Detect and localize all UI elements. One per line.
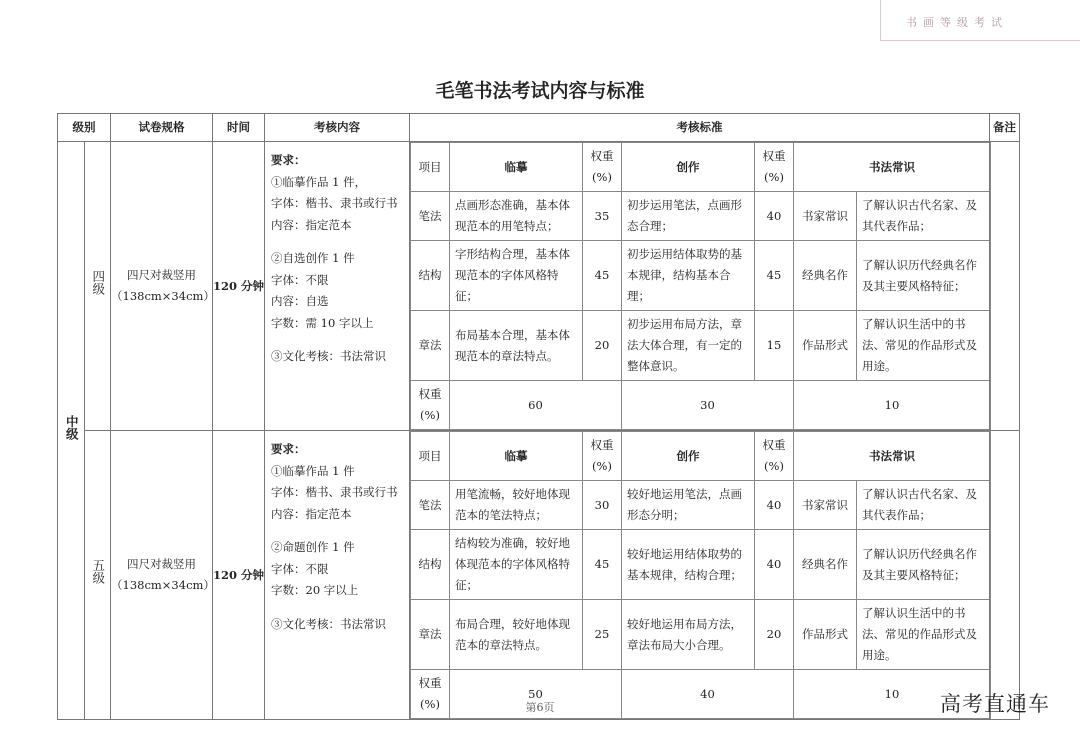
col-paper-spec: 试卷规格 bbox=[111, 114, 213, 142]
content-line: ①临摹作品 1 件， bbox=[271, 174, 367, 189]
level-label: 五级 bbox=[90, 559, 106, 584]
col-time: 时间 bbox=[213, 114, 265, 142]
create-weight: 40 bbox=[755, 530, 794, 600]
copy-weight: 20 bbox=[583, 311, 622, 381]
standard-subtable bbox=[410, 142, 991, 430]
create-criteria: 初步运用结体取势的基本规律，结构基本合理； bbox=[622, 241, 755, 311]
content-line: ③文化考核：书法常识 bbox=[271, 349, 386, 363]
content-line: 字体：楷书、隶书或行书 bbox=[271, 196, 398, 210]
create-weight: 40 bbox=[755, 481, 794, 530]
knowledge-name: 书家常识 bbox=[794, 481, 857, 530]
sub-weight-header: 权重(%) bbox=[583, 143, 622, 192]
knowledge-desc: 了解认识生活中的书法、常见的作品形式及用途。 bbox=[857, 311, 991, 381]
knowledge-name: 经典名作 bbox=[794, 530, 857, 600]
content-line: ②自选创作 1 件 bbox=[271, 251, 355, 265]
col-content: 考核内容 bbox=[265, 114, 410, 142]
copy-weight: 45 bbox=[583, 241, 622, 311]
col-remark: 备注 bbox=[990, 114, 1020, 142]
paper-size: （138cm×34cm） bbox=[111, 578, 215, 592]
subtable-row bbox=[411, 530, 991, 600]
item-name: 结构 bbox=[411, 530, 450, 600]
copy-criteria: 布局基本合理，基本体现范本的章法特点。 bbox=[450, 311, 583, 381]
subtable-row bbox=[411, 481, 991, 530]
knowledge-desc: 了解认识历代经典名作及其主要风格特征； bbox=[857, 241, 991, 311]
table-row bbox=[58, 142, 1020, 431]
level-cell bbox=[85, 431, 111, 720]
sub-create-header: 创作 bbox=[622, 432, 755, 481]
content-line: 字数：20 字以上 bbox=[271, 583, 359, 597]
content-line: ①临摹作品 1 件 bbox=[271, 463, 355, 478]
knowledge-total: 10 bbox=[794, 381, 991, 430]
copy-weight: 25 bbox=[583, 600, 622, 670]
create-total: 30 bbox=[622, 381, 794, 430]
subtable-row bbox=[411, 192, 991, 241]
level-label: 四级 bbox=[90, 270, 106, 295]
subtable-header bbox=[411, 143, 991, 192]
total-weight-label: 权重(%) bbox=[411, 381, 450, 430]
group-label: 中级 bbox=[64, 414, 80, 440]
subtable-row bbox=[411, 311, 991, 381]
standard-subtable bbox=[410, 431, 991, 719]
create-weight: 40 bbox=[755, 192, 794, 241]
knowledge-name: 经典名作 bbox=[794, 241, 857, 311]
sub-knowledge-header: 书法常识 bbox=[794, 143, 991, 192]
group-cell bbox=[58, 142, 85, 720]
sub-item-header: 项目 bbox=[411, 143, 450, 192]
page-number: 第6页 bbox=[525, 701, 555, 714]
sub-weight-header: 权重(%) bbox=[583, 432, 622, 481]
page-title: 毛笔书法考试内容与标准 bbox=[435, 80, 645, 102]
standard-cell bbox=[410, 431, 990, 720]
knowledge-name: 作品形式 bbox=[794, 600, 857, 670]
level-cell bbox=[85, 142, 111, 431]
sub-copy-header: 临摹 bbox=[450, 143, 583, 192]
copy-weight: 30 bbox=[583, 481, 622, 530]
copy-criteria: 结构较为准确，较好地体现范本的字体风格特征； bbox=[450, 530, 583, 600]
time-cell: 120 分钟 bbox=[213, 142, 265, 431]
sub-weight-header: 权重(%) bbox=[755, 432, 794, 481]
knowledge-desc: 了解认识古代名家、及其代表作品； bbox=[857, 481, 991, 530]
item-name: 结构 bbox=[411, 241, 450, 311]
paper-spec: 四尺对裁竖用 bbox=[127, 268, 196, 282]
table-header-row bbox=[58, 114, 1020, 142]
standard-cell bbox=[410, 142, 990, 431]
create-total: 40 bbox=[622, 670, 794, 719]
sub-knowledge-header: 书法常识 bbox=[794, 432, 991, 481]
knowledge-desc: 了解认识生活中的书法、常见的作品形式及用途。 bbox=[857, 600, 991, 670]
sub-copy-header: 临摹 bbox=[450, 432, 583, 481]
content-req: 要求： bbox=[271, 153, 306, 167]
item-name: 章法 bbox=[411, 311, 450, 381]
sub-create-header: 创作 bbox=[622, 143, 755, 192]
content-line: ③文化考核：书法常识 bbox=[271, 616, 386, 631]
item-name: 笔法 bbox=[411, 192, 450, 241]
content-line: 字体：不限 bbox=[271, 272, 329, 287]
col-level: 级别 bbox=[58, 114, 111, 142]
remark-cell bbox=[990, 142, 1020, 431]
copy-total: 60 bbox=[450, 381, 622, 430]
create-criteria: 较好地运用笔法，点画形态分明； bbox=[622, 481, 755, 530]
subtable-row bbox=[411, 241, 991, 311]
sub-item-header: 项目 bbox=[411, 432, 450, 481]
paper-cell bbox=[111, 431, 213, 720]
copy-criteria: 用笔流畅，较好地体现范本的笔法特点； bbox=[450, 481, 583, 530]
copy-weight: 45 bbox=[583, 530, 622, 600]
content-line: 内容：指定范本 bbox=[271, 217, 352, 232]
subtable-total-row bbox=[411, 381, 991, 430]
copy-weight: 35 bbox=[583, 192, 622, 241]
copy-criteria: 字形结构合理，基本体现范本的字体风格特征； bbox=[450, 241, 583, 311]
create-weight: 15 bbox=[755, 311, 794, 381]
content-cell bbox=[265, 142, 410, 431]
header-divider bbox=[880, 0, 881, 40]
copy-criteria: 布局合理，较好地体现范本的章法特点。 bbox=[450, 600, 583, 670]
content-line: 内容：指定范本 bbox=[271, 506, 352, 521]
content-line: 字数：需 10 字以上 bbox=[271, 315, 374, 330]
paper-size: （138cm×34cm） bbox=[111, 289, 215, 303]
item-name: 笔法 bbox=[411, 481, 450, 530]
create-criteria: 初步运用布局方法，章法大体合理，有一定的整体意识。 bbox=[622, 311, 755, 381]
create-criteria: 较好地运用结体取势的基本规律，结构合理； bbox=[622, 530, 755, 600]
item-name: 章法 bbox=[411, 600, 450, 670]
knowledge-name: 作品形式 bbox=[794, 311, 857, 381]
content-line: ②命题创作 1 件 bbox=[271, 540, 355, 554]
paper-spec: 四尺对裁竖用 bbox=[127, 557, 196, 571]
copy-total: 50 bbox=[450, 670, 622, 719]
knowledge-total: 10 bbox=[794, 670, 991, 719]
knowledge-name: 书家常识 bbox=[794, 192, 857, 241]
content-cell bbox=[265, 431, 410, 720]
header-label: 书画等级考试 bbox=[906, 16, 1008, 29]
create-criteria: 较好地运用布局方法，章法布局大小合理。 bbox=[622, 600, 755, 670]
content-line: 字体：楷书、隶书或行书 bbox=[271, 485, 398, 499]
table-row bbox=[58, 431, 1020, 720]
header-underline bbox=[880, 40, 1080, 41]
knowledge-desc: 了解认识历代经典名作及其主要风格特征； bbox=[857, 530, 991, 600]
col-standard: 考核标准 bbox=[410, 114, 990, 142]
watermark-text: 高考直通车 bbox=[940, 692, 1050, 716]
create-criteria: 初步运用笔法，点画形态合理； bbox=[622, 192, 755, 241]
total-weight-label: 权重(%) bbox=[411, 670, 450, 719]
exam-standards-table bbox=[57, 113, 1020, 720]
content-line: 内容：自选 bbox=[271, 294, 329, 308]
content-req: 要求： bbox=[271, 442, 306, 456]
time-cell: 120 分钟 bbox=[213, 431, 265, 720]
sub-weight-header: 权重(%) bbox=[755, 143, 794, 192]
subtable-header bbox=[411, 432, 991, 481]
paper-cell bbox=[111, 142, 213, 431]
copy-criteria: 点画形态准确，基本体现范本的用笔特点； bbox=[450, 192, 583, 241]
create-weight: 20 bbox=[755, 600, 794, 670]
remark-cell bbox=[990, 431, 1020, 720]
content-line: 字体：不限 bbox=[271, 561, 329, 576]
subtable-row bbox=[411, 600, 991, 670]
knowledge-desc: 了解认识古代名家、及其代表作品； bbox=[857, 192, 991, 241]
create-weight: 45 bbox=[755, 241, 794, 311]
